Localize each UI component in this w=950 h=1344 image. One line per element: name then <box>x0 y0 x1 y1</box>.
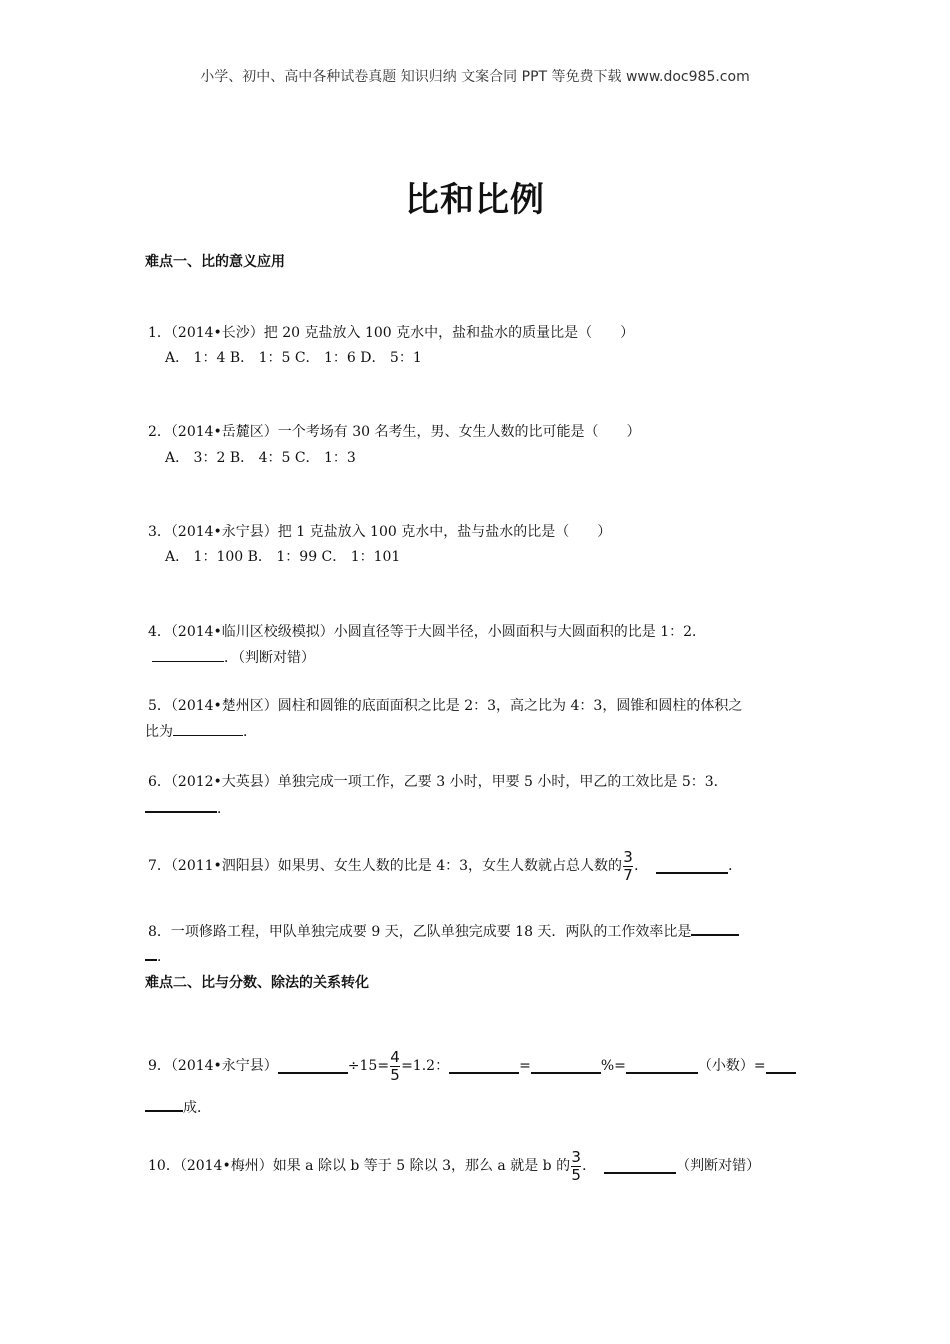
answer-blank[interactable] <box>278 1058 348 1074</box>
answer-blank[interactable] <box>766 1058 796 1074</box>
question-3-options: A． 1：100 B． 1：99 C． 1：101 <box>165 549 401 565</box>
question-5: 5．（2014•楚州区）圆柱和圆锥的底面面积之比是 2：3，高之比为 4：3，圆锥和圆柱的体积之 <box>148 698 743 714</box>
question-9-eq: = <box>519 1058 531 1074</box>
question-7-end: ． <box>728 858 743 874</box>
question-9-div: ÷15= <box>347 1058 390 1074</box>
fraction-numerator: 3 <box>571 1147 581 1166</box>
question-1-options: A． 1：4 B． 1：5 C． 1：6 D． 5：1 <box>165 350 422 366</box>
section-heading-2: 难点二、比与分数、除法的关系转化 <box>145 975 369 991</box>
page-title: 比和比例 <box>405 180 545 220</box>
question-5-line2 <box>145 721 257 742</box>
question-10 <box>148 1146 760 1186</box>
question-6-answer <box>145 797 231 819</box>
question-8-answer <box>145 945 171 967</box>
question-10-dot: ． <box>582 1158 597 1174</box>
answer-blank[interactable] <box>531 1058 601 1074</box>
question-2: 2．（2014•岳麓区）一个考场有 30 名考生，男、女生人数的比可能是（ ） <box>148 424 641 440</box>
answer-blank[interactable] <box>604 1158 676 1174</box>
question-1: 1．（2014•长沙）把 20 克盐放入 100 克水中，盐和盐水的质量比是（ ） <box>148 325 635 341</box>
question-9-decimal: （小数）= <box>697 1058 766 1074</box>
question-6-end: ． <box>217 801 231 817</box>
question-7-dot: ． <box>634 858 649 874</box>
question-8 <box>148 920 739 942</box>
question-9-prefix: 9．（2014•永宁县） <box>148 1058 278 1074</box>
question-9-ratio: =1.2： <box>401 1058 450 1074</box>
question-5-end: ． <box>243 724 257 740</box>
fraction <box>623 847 633 884</box>
question-4-tail: ．（判断对错） <box>224 650 315 666</box>
question-6: 6．（2012•大英县）单独完成一项工作，乙要 3 小时，甲要 5 小时，甲乙的工效比是 5：3． <box>148 774 728 790</box>
question-8-text: 8．一项修路工程，甲队单独完成要 9 天，乙队单独完成要 18 天．两队的工作效率比是 <box>148 924 692 940</box>
fraction-numerator: 4 <box>390 1047 400 1066</box>
fraction <box>571 1147 581 1184</box>
fraction-numerator: 3 <box>623 847 633 866</box>
answer-blank-continued[interactable] <box>145 1096 183 1112</box>
question-9-percent: %= <box>600 1058 626 1074</box>
question-7 <box>148 846 742 886</box>
answer-blank[interactable] <box>626 1058 698 1074</box>
answer-blank[interactable] <box>152 647 224 662</box>
question-9 <box>148 1046 796 1086</box>
page-header: 小学、初中、高中各种试卷真题 知识归纳 文案合同 PPT 等免费下载 www.doc985.com <box>200 69 750 85</box>
answer-blank[interactable] <box>173 721 243 736</box>
answer-blank[interactable] <box>449 1058 519 1074</box>
question-8-end: ． <box>157 949 171 965</box>
fraction <box>390 1047 400 1084</box>
fraction-denominator: 5 <box>390 1065 400 1084</box>
question-10-text: 10．（2014•梅州）如果 a 除以 b 等于 5 除以 3，那么 a 就是 b 的 <box>148 1158 571 1174</box>
question-7-text: 7．（2011•泗阳县）如果男、女生人数的比是 4：3，女生人数就占总人数的 <box>148 858 623 874</box>
fraction-denominator: 5 <box>571 1165 581 1184</box>
question-3: 3．（2014•永宁县）把 1 克盐放入 100 克水中，盐与盐水的比是（ ） <box>148 524 612 540</box>
answer-blank[interactable] <box>656 858 728 874</box>
question-9-cheng: 成． <box>183 1100 211 1116</box>
question-10-tail: （判断对错） <box>676 1158 761 1174</box>
question-2-options: A． 3：2 B． 4：5 C． 1：3 <box>165 450 356 466</box>
question-9-answer <box>145 1096 211 1118</box>
answer-blank-continued[interactable] <box>145 945 157 961</box>
answer-blank[interactable] <box>145 797 217 813</box>
question-5-lead: 比为 <box>145 724 173 740</box>
section-heading-1: 难点一、比的意义应用 <box>145 254 285 270</box>
fraction-denominator: 7 <box>623 865 633 884</box>
question-4-answer <box>152 647 315 668</box>
answer-blank[interactable] <box>691 920 739 936</box>
question-4: 4．（2014•临川区校级模拟）小圆直径等于大圆半径，小圆面积与大圆面积的比是 1：2． <box>148 624 707 640</box>
